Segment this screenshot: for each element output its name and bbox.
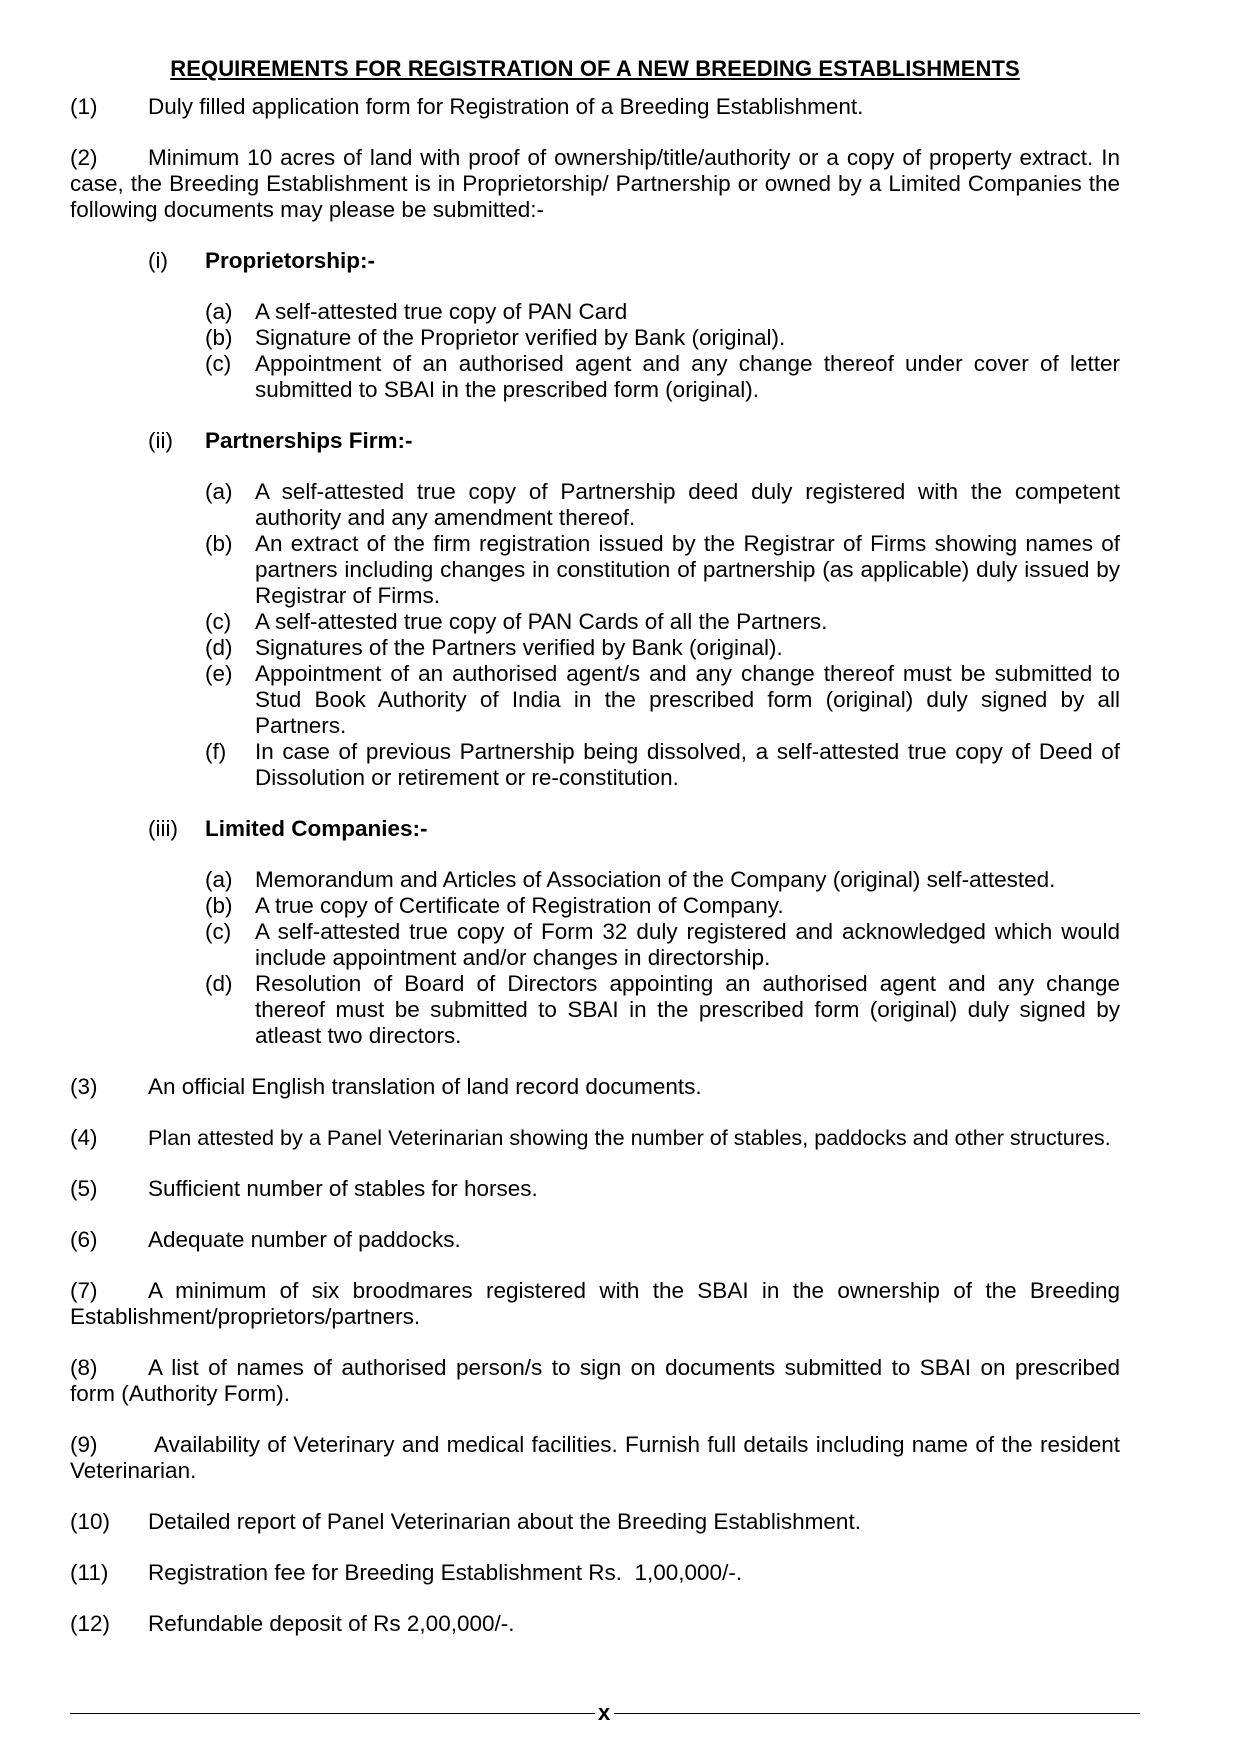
list-text: A self-attested true copy of PAN Card: [255, 299, 628, 324]
requirement-item-6: [70, 1227, 1120, 1253]
list-letter: (f): [205, 739, 227, 764]
item-number: (5): [70, 1176, 98, 1201]
list-letter: (b): [205, 531, 233, 556]
requirement-item-10: [70, 1509, 1120, 1535]
requirement-item-12: [70, 1611, 1120, 1637]
section-proprietorship: [70, 248, 1120, 274]
requirement-item-8: [70, 1355, 1120, 1407]
section-number: (ii): [148, 428, 173, 453]
list-item: [205, 635, 1120, 661]
item-text: Detailed report of Panel Veterinarian about the Breeding Establishment.: [148, 1509, 861, 1534]
list-text: In case of previous Partnership being dissolved, a self-attested true copy of Deed of Dissolution or retirement or re-constitution.: [255, 739, 1120, 790]
list-text: An extract of the firm registration issued by the Registrar of Firms showing names of partners including changes in constitution of partnership (as applicable) duly issued by Registrar of Firms.: [255, 531, 1120, 608]
requirement-item-1: [70, 94, 1120, 120]
list-letter: (a): [205, 479, 233, 504]
requirement-item-2: [70, 145, 1120, 223]
item-number: (11): [70, 1560, 109, 1585]
item-text: Registration fee for Breeding Establishment Rs. 1,00,000/-.: [148, 1560, 743, 1585]
item-number: (3): [70, 1074, 98, 1099]
footer-end-mark: x: [598, 1700, 611, 1725]
list-item: [205, 893, 1120, 919]
list-letter: (e): [205, 661, 233, 686]
item-text: Availability of Veterinary and medical facilities. Furnish full details including name of the resident Veterinarian.: [70, 1432, 1120, 1483]
item-number: (7): [70, 1278, 98, 1303]
item-number: (4): [70, 1125, 98, 1150]
list-letter: (b): [205, 893, 233, 918]
requirement-item-3: [70, 1074, 1120, 1100]
list-text: A self-attested true copy of Form 32 duly registered and acknowledged which would include appointment and/or changes in directorship.: [255, 919, 1120, 970]
list-text: Appointment of an authorised agent and any change thereof under cover of letter submitted to SBAI in the prescribed form (original).: [255, 351, 1120, 402]
list-text: Signature of the Proprietor verified by Bank (original).: [255, 325, 786, 350]
list-item: [205, 971, 1120, 1049]
list-text: A self-attested true copy of Partnership deed duly registered with the competent authority and any amendment thereof.: [255, 479, 1120, 530]
list-letter: (b): [205, 325, 233, 350]
item-text: A minimum of six broodmares registered with the SBAI in the ownership of the Breeding Establishment/proprietors/partners.: [70, 1278, 1120, 1329]
section-limited-companies: [70, 816, 1120, 842]
list-text: Signatures of the Partners verified by Bank (original).: [255, 635, 783, 660]
list-item: [205, 531, 1120, 609]
section-heading: Partnerships Firm:-: [205, 428, 413, 453]
footer-rule-right: [614, 1713, 1140, 1714]
item-text: Duly filled application form for Registration of a Breeding Establishment.: [148, 94, 864, 119]
item-number: (2): [70, 145, 98, 170]
list-item: [205, 609, 1120, 635]
list-text: A true copy of Certificate of Registration of Company.: [255, 893, 784, 918]
list-text: Appointment of an authorised agent/s and any change thereof must be submitted to Stud Book Authority of India in the prescribed form (original) duly signed by all Partners.: [255, 661, 1120, 738]
item-text: A list of names of authorised person/s to sign on documents submitted to SBAI on prescribed form (Authority Form).: [70, 1355, 1120, 1406]
requirement-item-7: [70, 1278, 1120, 1330]
section-heading: Proprietorship:-: [205, 248, 376, 273]
limited-companies-list: [70, 867, 1120, 1049]
requirement-item-9: [70, 1432, 1120, 1484]
section-partnerships-firm: [70, 428, 1120, 454]
list-text: Resolution of Board of Directors appointing an authorised agent and any change thereof must be submitted to SBAI in the prescribed form (original) duly signed by atleast two directors.: [255, 971, 1120, 1048]
item-text: Minimum 10 acres of land with proof of ownership/title/authority or a copy of property extract. In case, the Breeding Establishment is in Proprietorship/ Partnership or owned by a Limited Companies the following documents may please be submitted:-: [70, 145, 1120, 222]
footer-rule-left: [70, 1713, 595, 1714]
list-item: [205, 325, 1120, 351]
list-letter: (d): [205, 971, 233, 996]
list-item: [205, 479, 1120, 531]
item-number: (12): [70, 1611, 111, 1636]
requirement-item-11: [70, 1560, 1120, 1586]
item-text: Refundable deposit of Rs 2,00,000/-.: [148, 1611, 515, 1636]
proprietorship-list: [70, 299, 1120, 403]
item-text: Adequate number of paddocks.: [148, 1227, 461, 1252]
list-item: [205, 299, 1120, 325]
section-number: (iii): [148, 816, 178, 841]
requirement-item-4: [70, 1125, 1120, 1151]
list-text: Memorandum and Articles of Association of the Company (original) self-attested.: [255, 867, 1056, 892]
item-number: (1): [70, 94, 98, 119]
section-heading: Limited Companies:-: [205, 816, 428, 841]
requirement-item-5: [70, 1176, 1120, 1202]
list-letter: (a): [205, 867, 233, 892]
item-text: Sufficient number of stables for horses.: [148, 1176, 538, 1201]
section-number: (i): [148, 248, 168, 273]
list-item: [205, 351, 1120, 403]
list-item: [205, 661, 1120, 739]
item-number: (10): [70, 1509, 111, 1534]
document-title: REQUIREMENTS FOR REGISTRATION OF A NEW BREEDING ESTABLISHMENTS: [170, 56, 1020, 81]
list-text: A self-attested true copy of PAN Cards of all the Partners.: [255, 609, 828, 634]
list-item: [205, 739, 1120, 791]
list-letter: (d): [205, 635, 233, 660]
list-item: [205, 919, 1120, 971]
partnership-list: [70, 479, 1120, 791]
list-item: [205, 867, 1120, 893]
item-number: (9): [70, 1432, 98, 1457]
list-letter: (c): [205, 351, 232, 376]
item-text: An official English translation of land record documents.: [148, 1074, 702, 1099]
list-letter: (c): [205, 609, 232, 634]
document-page: [70, 56, 1120, 1662]
item-number: (8): [70, 1355, 98, 1380]
list-letter: (a): [205, 299, 233, 324]
item-text: Plan attested by a Panel Veterinarian showing the number of stables, paddocks and other structures.: [148, 1125, 1111, 1150]
item-number: (6): [70, 1227, 98, 1252]
list-letter: (c): [205, 919, 232, 944]
